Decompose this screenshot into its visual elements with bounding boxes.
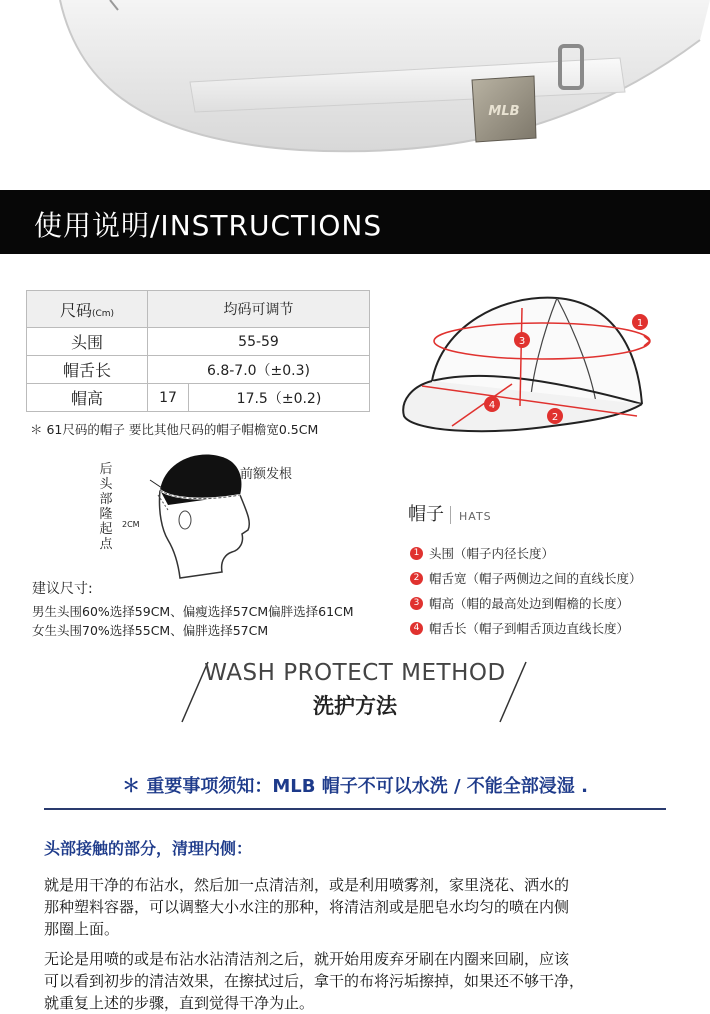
size-note: ＊ 61尺码的帽子 要比其他尺码的帽子帽檐宽0.5CM bbox=[30, 422, 319, 437]
measure-2cm-label: 2CM bbox=[122, 520, 140, 529]
table-row bbox=[27, 384, 370, 412]
important-notice: ＊ 重要事项须知：MLB 帽子不可以水洗 / 不能全部浸湿 . bbox=[122, 776, 588, 797]
hats-title: 帽子 HATS bbox=[408, 504, 492, 525]
legend-item: 2 帽舌宽（帽子两侧边之间的直线长度） bbox=[410, 569, 642, 587]
instructions-banner bbox=[0, 190, 710, 254]
svg-text:2: 2 bbox=[551, 412, 559, 423]
paragraph-2: 无论是用喷的或是布沾水沾清洁剂之后，就开始用废弃牙刷在内圈来回刷，应该 可以看到初步的清洁效果，在擦拭过后，拿干的布将污垢擦掉，如果还不够干净， 就重复上述的步骤，直到觉得干净为止。 bbox=[44, 950, 585, 1012]
section-title: 头部接触的部分，清理内侧： bbox=[44, 839, 253, 858]
row-label: 头围 bbox=[27, 328, 148, 356]
row-value-b: 17.5（±0.2) bbox=[189, 384, 370, 412]
hat-marker-1 bbox=[632, 314, 648, 330]
legend-item: 3 帽高（帽的最高处边到帽檐的长度） bbox=[410, 594, 629, 612]
size-table bbox=[26, 290, 370, 412]
row-label: 帽舌长 bbox=[27, 356, 148, 384]
row-label: 帽高 bbox=[27, 384, 148, 412]
hat-marker-2 bbox=[547, 408, 563, 424]
hat-diagram bbox=[392, 286, 682, 460]
hat-marker-4 bbox=[484, 396, 500, 412]
divider bbox=[44, 808, 666, 810]
advice-female: 女生头围70%选择55CM、偏胖选择57CM bbox=[32, 623, 269, 638]
svg-text:MLB: MLB bbox=[488, 104, 520, 119]
mlb-metal-tag bbox=[472, 76, 536, 142]
hat-marker-3 bbox=[514, 332, 530, 348]
table-row bbox=[27, 328, 370, 356]
svg-text:4: 4 bbox=[488, 400, 496, 411]
legend-item: 1 头围（帽子内径长度） bbox=[410, 544, 554, 562]
row-value-a: 17 bbox=[148, 384, 189, 412]
advice-male: 男生头围60%选择59CM、偏瘦选择57CM偏胖选择61CM bbox=[32, 604, 354, 619]
paragraph-1: 就是用干净的布沾水，然后加一点清洁剂，或是利用喷雾剂，家里浇花、洒水的 那种塑料容器，可以调整大小水注的那种，将清洁剂或是肥皂水均匀的喷在内侧 那圈上面。 bbox=[44, 876, 570, 938]
table-header-value: 均码可调节 bbox=[148, 291, 370, 328]
row-value: 55-59 bbox=[148, 328, 370, 356]
front-hairline-label: 前额发根 bbox=[240, 467, 293, 482]
banner-title: 使用说明/INSTRUCTIONS bbox=[34, 209, 383, 242]
table-row bbox=[27, 356, 370, 384]
head-diagram bbox=[140, 450, 260, 594]
wash-title-cn: 洗护方法 bbox=[313, 694, 397, 718]
legend-item: 4 帽舌长（帽子到帽舌顶边直线长度） bbox=[410, 619, 629, 637]
head-vertical-label: 后 头 部 隆 起 点 bbox=[99, 462, 113, 552]
table-header-size: 尺码(Cm) bbox=[27, 291, 148, 328]
wash-title-en: WASH PROTECT METHOD bbox=[204, 660, 506, 686]
product-photo bbox=[0, 0, 710, 190]
row-value: 6.8-7.0（±0.3) bbox=[148, 356, 370, 384]
svg-text:1: 1 bbox=[636, 318, 644, 329]
advice-title: 建议尺寸: bbox=[32, 581, 93, 597]
table-header-row bbox=[27, 291, 370, 328]
svg-text:3: 3 bbox=[518, 336, 526, 347]
